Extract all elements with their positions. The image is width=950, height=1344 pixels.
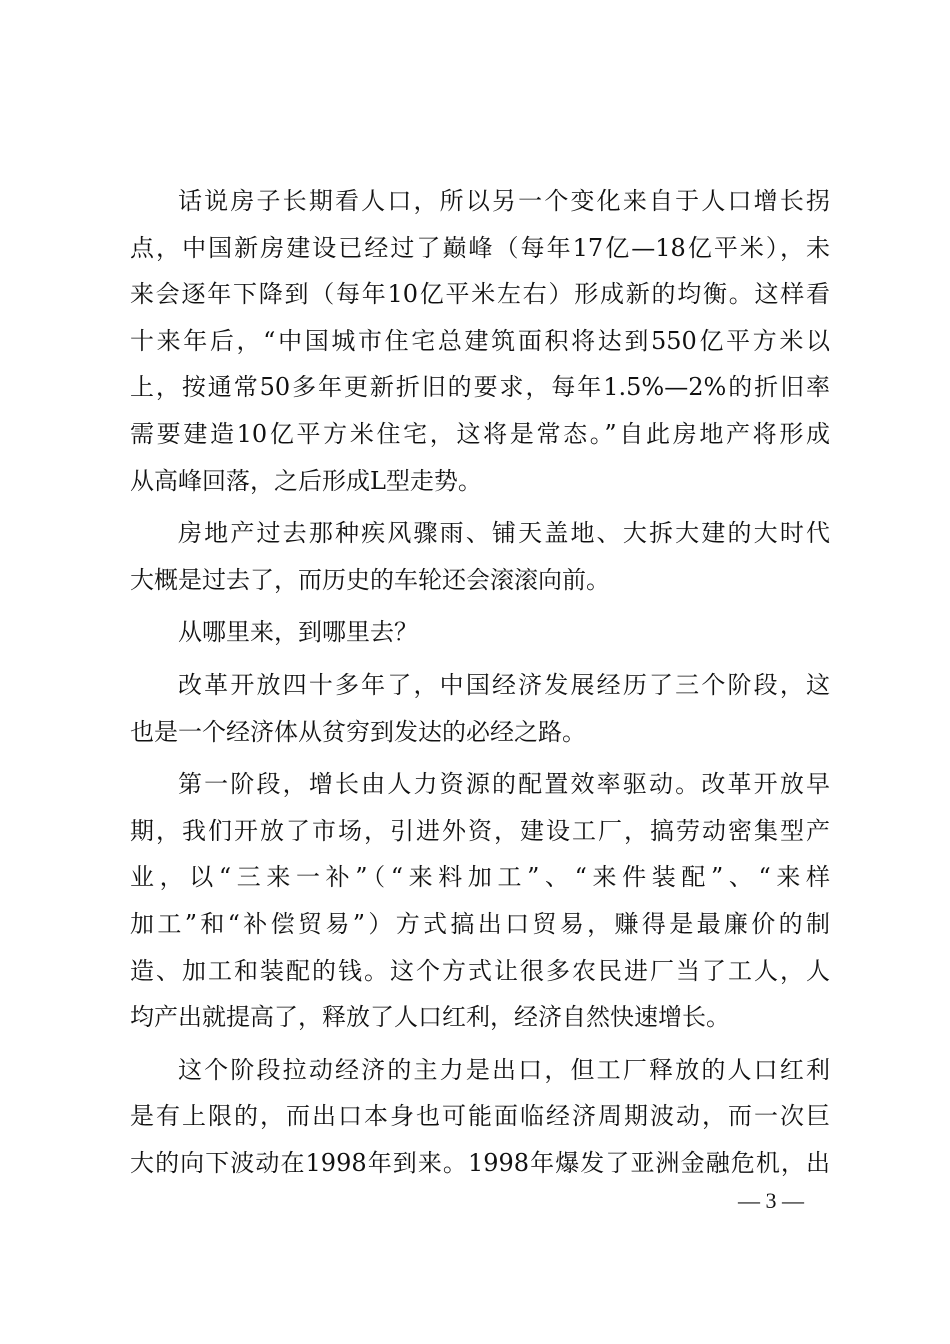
- text-line: 从哪里来，到哪里去？: [178, 618, 418, 647]
- text-line: 从高峰回落，之后形成L型走势。: [130, 466, 482, 495]
- text-line: 业，以“三来一补”（“来料加工”、“来件装配”、“来样: [130, 863, 830, 892]
- text-line: 第一阶段，增长由人力资源的配置效率驱动。改革开放早: [178, 770, 830, 799]
- text-line: 改革开放四十多年了，中国经济发展经历了三个阶段，这: [178, 670, 830, 699]
- text-line: 造、加工和装配的钱。这个方式让很多农民进厂当了工人，人: [130, 956, 830, 985]
- text-line: 是有上限的，而出口本身也可能面临经济周期波动，而一次巨: [130, 1102, 830, 1131]
- paragraph: [130, 510, 830, 603]
- text-line: 大的向下波动在1998年到来。1998年爆发了亚洲金融危机，出: [130, 1148, 830, 1177]
- paragraph: [130, 1047, 830, 1187]
- paragraph: [130, 662, 830, 755]
- text-line: 加工”和“补偿贸易”）方式搞出口贸易，赚得是最廉价的制: [130, 909, 830, 938]
- text-line: 期，我们开放了市场，引进外资，建设工厂，搞劳动密集型产: [130, 816, 830, 845]
- text-line: 来会逐年下降到（每年10亿平米左右）形成新的均衡。这样看: [130, 280, 830, 309]
- page-number: — 3 —: [738, 1188, 804, 1213]
- text-line: 也是一个经济体从贫穷到发达的必经之路。: [130, 717, 586, 746]
- text-line: 需要建造10亿平方米住宅，这将是常态。”自此房地产将形成: [130, 419, 830, 448]
- text-line: 大概是过去了，而历史的车轮还会滚滚向前。: [130, 565, 610, 594]
- text-line: 话说房子长期看人口，所以另一个变化来自于人口增长拐: [178, 187, 830, 215]
- paragraph: [130, 178, 830, 504]
- text-line: 十来年后，“中国城市住宅总建筑面积将达到550亿平方米以: [130, 326, 830, 355]
- text-line: 这个阶段拉动经济的主力是出口，但工厂释放的人口红利: [178, 1055, 830, 1084]
- paragraph: [130, 609, 830, 656]
- body-text: [130, 178, 830, 1192]
- text-line: 均产出就提高了，释放了人口红利，经济自然快速增长。: [130, 1003, 730, 1032]
- paragraph: [130, 761, 830, 1041]
- text-line: 点，中国新房建设已经过了巅峰（每年17亿—18亿平米），未: [130, 233, 830, 262]
- text-line: 上，按通常50多年更新折旧的要求，每年1.5%—2%的折旧率: [130, 373, 830, 402]
- text-line: 房地产过去那种疾风骤雨、铺天盖地、大拆大建的大时代: [178, 519, 830, 548]
